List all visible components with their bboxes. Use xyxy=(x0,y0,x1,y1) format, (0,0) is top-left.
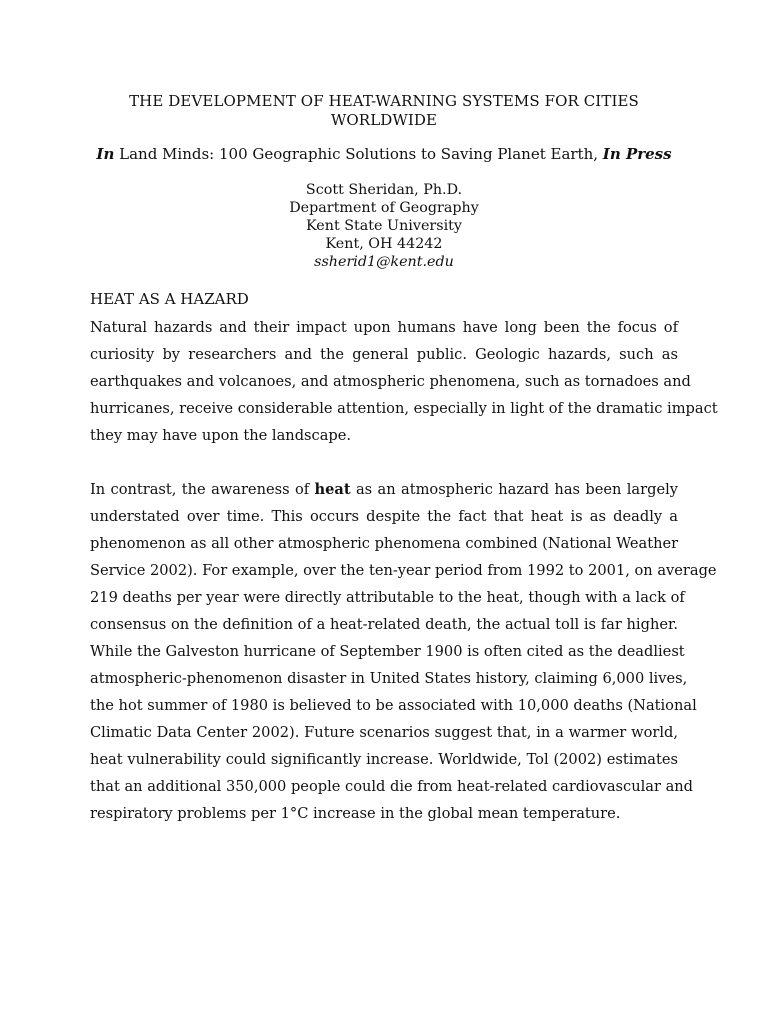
author-block xyxy=(184,181,584,271)
document-title-line-1: THE DEVELOPMENT OF HEAT-WARNING SYSTEMS FOR CITIES xyxy=(129,92,639,110)
author-name: Scott Sheridan, Ph.D. xyxy=(305,182,463,198)
paragraph-line: Service 2002). For example, over the ten-year period from 1992 to 2001, on average xyxy=(90,562,717,579)
author-department: Department of Geography xyxy=(289,200,479,216)
paragraph-line: Natural hazards and their impact upon humans have long been the focus of xyxy=(90,319,678,336)
section-heading: HEAT AS A HAZARD xyxy=(90,290,249,308)
publication-prefix: In xyxy=(96,145,115,163)
paragraph-line: earthquakes and volcanoes, and atmospheric phenomena, such as tornadoes and xyxy=(90,373,691,390)
paragraph-line: 219 deaths per year were directly attributable to the heat, though with a lack of xyxy=(90,589,685,606)
paragraph-text: as an atmospheric hazard has been largely xyxy=(350,481,679,498)
paragraph-line xyxy=(90,476,678,503)
document-title xyxy=(90,92,678,130)
paragraph-text: In contrast, the awareness of xyxy=(90,481,315,498)
paragraph-line: consensus on the definition of a heat-related death, the actual toll is far higher. xyxy=(90,616,678,633)
paragraph-line: heat vulnerability could significantly increase. Worldwide, Tol (2002) estimates xyxy=(90,751,678,768)
publication-book-title: Land Minds: 100 Geographic Solutions to Saving Planet Earth, xyxy=(114,145,603,163)
publication-status: In Press xyxy=(602,145,672,163)
paragraph-line: Climatic Data Center 2002). Future scenarios suggest that, in a warmer world, xyxy=(90,724,678,741)
paragraph-line: that an additional 350,000 people could die from heat-related cardiovascular and xyxy=(90,778,694,795)
author-university: Kent State University xyxy=(305,218,462,234)
author-location: Kent, OH 44242 xyxy=(325,236,443,252)
paragraph-line: While the Galveston hurricane of September 1900 is often cited as the deadliest xyxy=(90,643,685,660)
document-title-line-2: WORLDWIDE xyxy=(330,111,438,129)
paragraph-line: hurricanes, receive considerable attention, especially in light of the dramatic impact xyxy=(90,400,718,417)
paragraph-line: atmospheric-phenomenon disaster in United States history, claiming 6,000 lives, xyxy=(90,670,688,687)
paragraph-line: respiratory problems per 1°C increase in the global mean temperature. xyxy=(90,805,621,822)
paragraph-line: understated over time. This occurs despite the fact that heat is as deadly a xyxy=(90,508,678,525)
paragraph-line: curiosity by researchers and the general public. Geologic hazards, such as xyxy=(90,346,678,363)
author-email: ssherid1@kent.edu xyxy=(314,254,454,270)
emphasis-heat: heat xyxy=(314,481,351,498)
paragraph-line: phenomenon as all other atmospheric phenomena combined (National Weather xyxy=(90,535,679,552)
publication-line xyxy=(90,145,678,164)
paragraph-line: they may have upon the landscape. xyxy=(90,427,352,444)
paragraph-line: the hot summer of 1980 is believed to be associated with 10,000 deaths (National xyxy=(90,697,697,714)
paragraph-1 xyxy=(90,314,718,449)
paragraph-2 xyxy=(90,476,717,827)
